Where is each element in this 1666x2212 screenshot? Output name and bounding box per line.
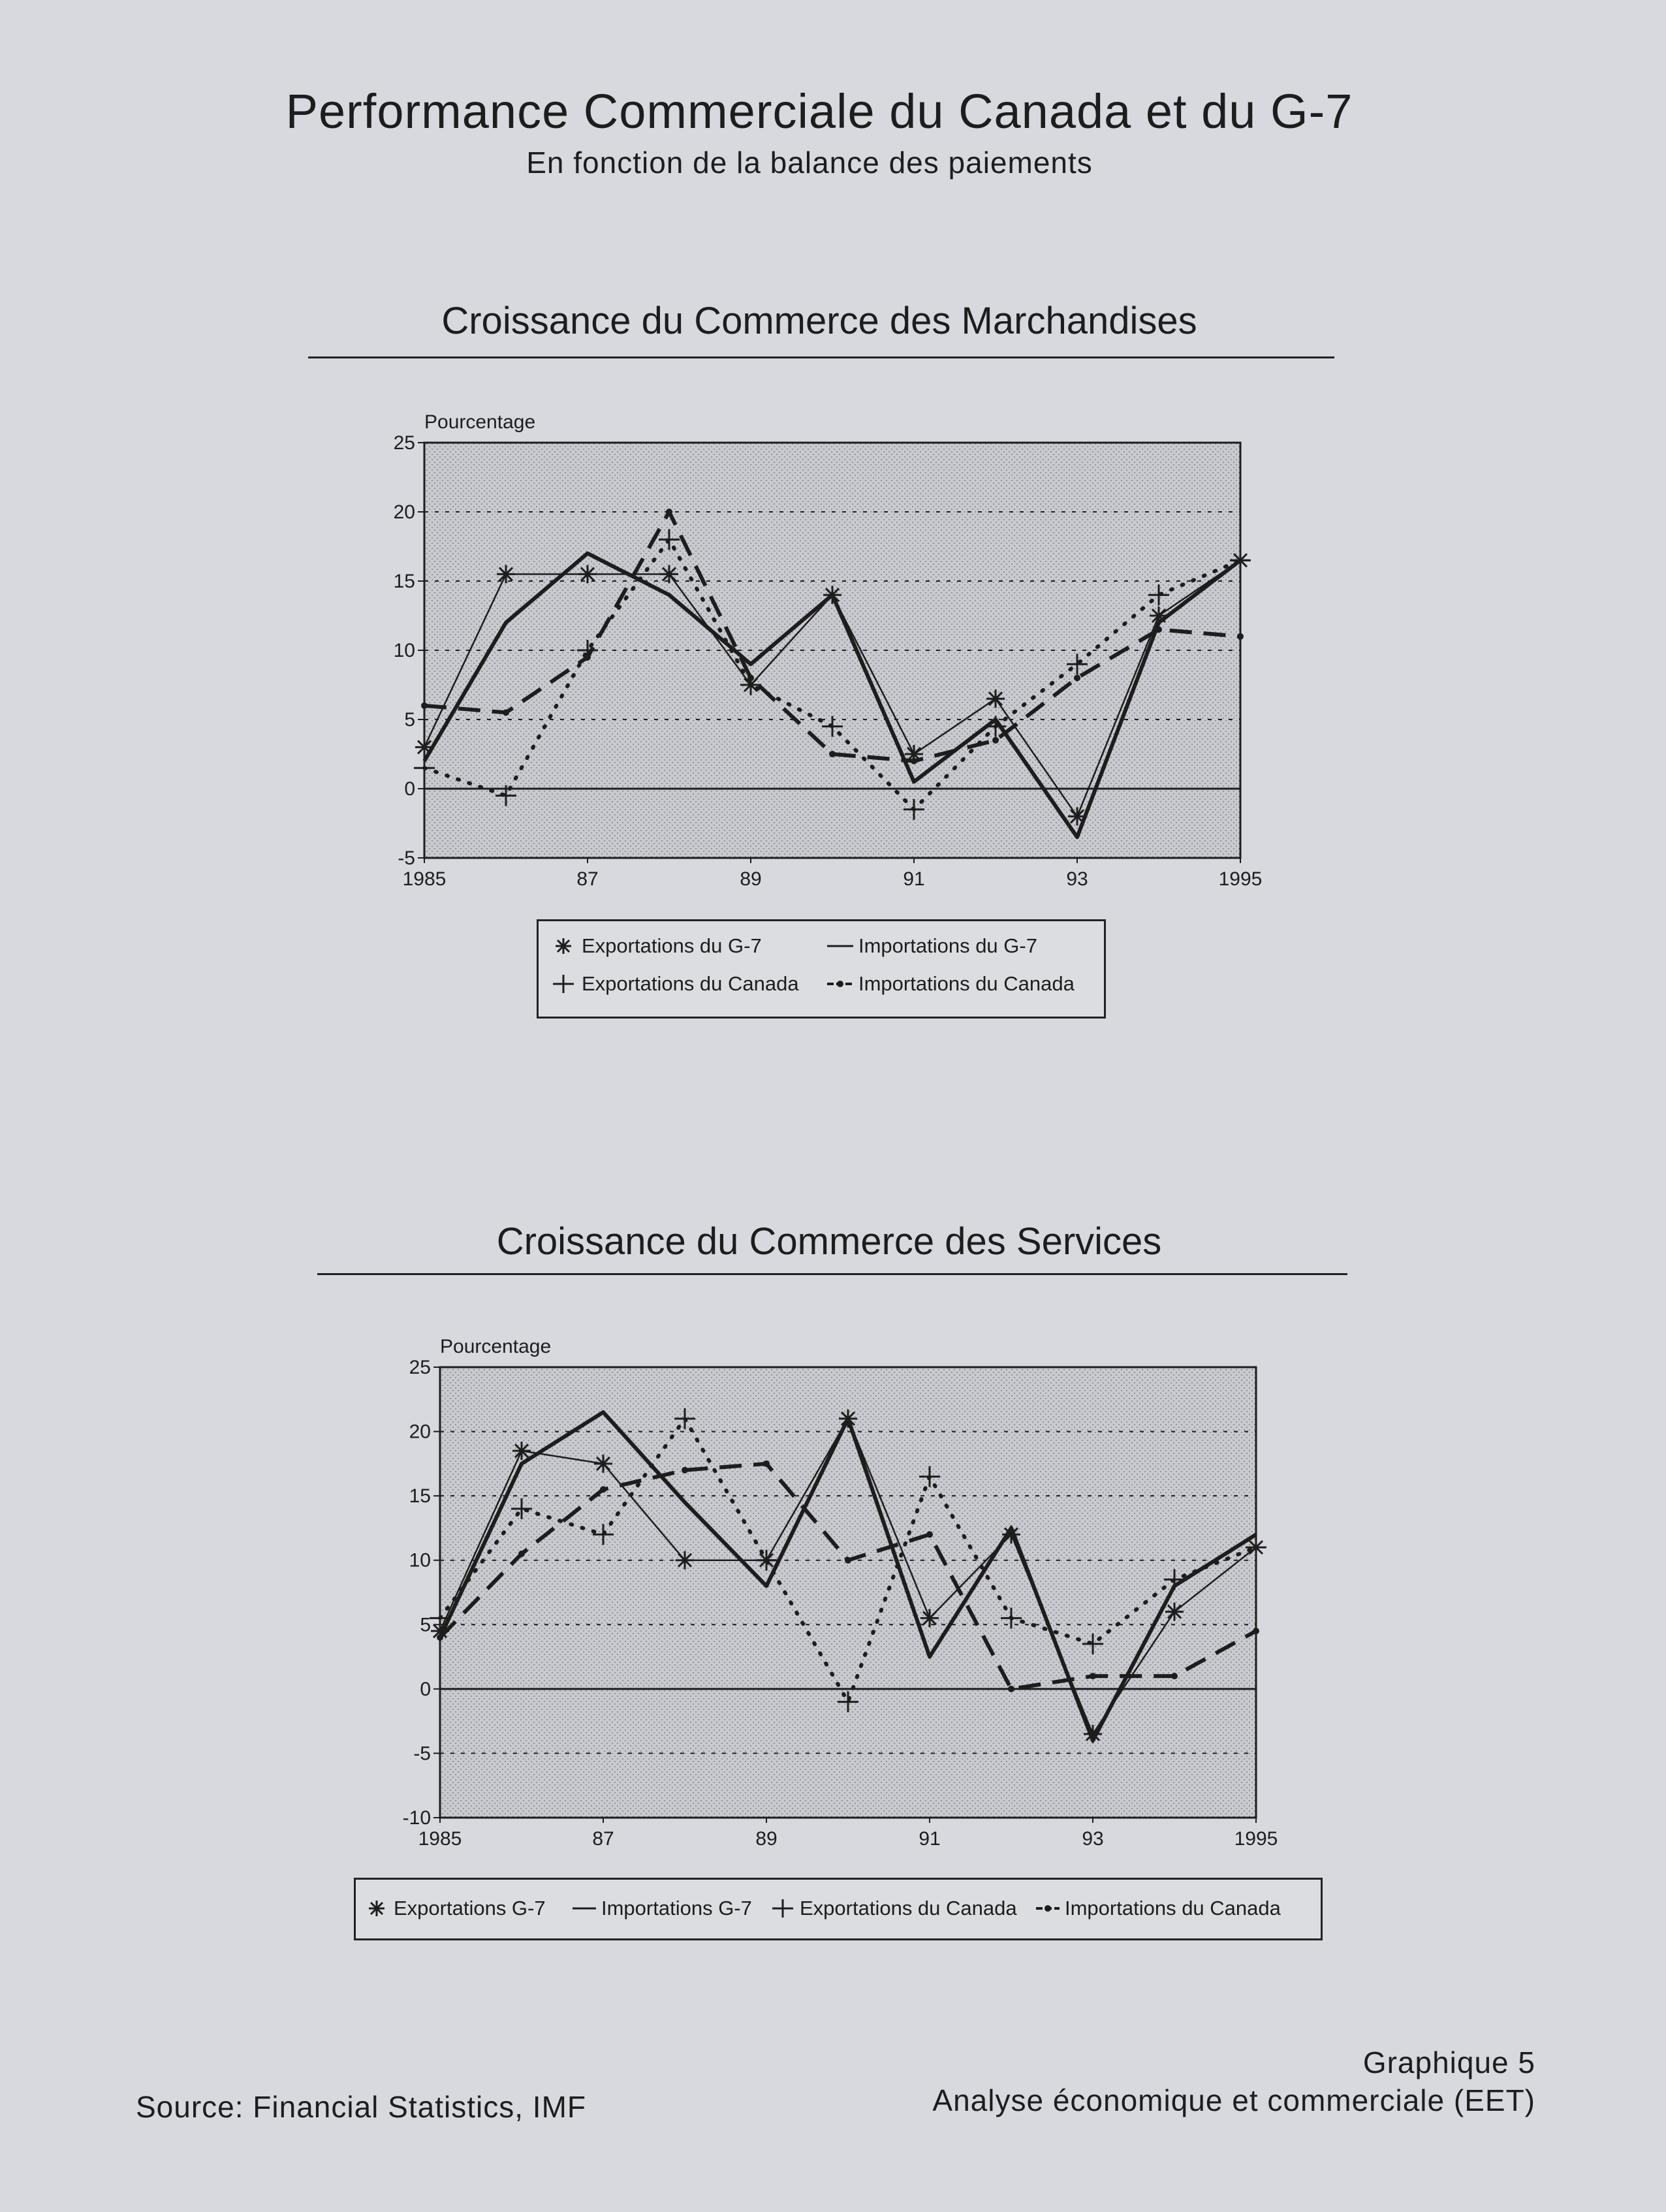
legend1-label-canada-exports: Exportations du Canada (582, 972, 799, 995)
legend2-label-g7-exports: Exportations G-7 (394, 1897, 546, 1920)
point-asterisk (497, 565, 515, 583)
point-dot (1074, 674, 1080, 681)
point-dot (1253, 1628, 1259, 1634)
y-tick-label: 10 (409, 1549, 431, 1572)
plus-marker-icon (770, 1897, 796, 1920)
y-tick-label: -10 (402, 1807, 431, 1829)
x-tick-label: 87 (576, 868, 599, 890)
point-dot (421, 703, 428, 709)
asterisk-marker-icon (364, 1897, 390, 1920)
legend2-item-canada-imports (1035, 1897, 1281, 1920)
solid-line-icon (571, 1897, 597, 1920)
point-dot (992, 737, 999, 744)
y-tick-label: -5 (398, 847, 415, 869)
y-tick-label: 0 (404, 778, 415, 800)
point-dot (845, 1557, 851, 1564)
x-tick-label: 89 (755, 1828, 778, 1850)
chart2-legend (354, 1878, 1323, 1940)
source-note: Source: Financial Statistics, IMF (136, 2090, 586, 2124)
point-dot (1008, 1686, 1014, 1692)
y-tick-label: 0 (420, 1678, 431, 1700)
legend1-label-g7-exports: Exportations du G-7 (582, 934, 762, 957)
y-tick-label: 5 (420, 1614, 431, 1636)
x-tick-label: 91 (919, 1828, 941, 1850)
y-tick-label: 5 (404, 709, 415, 731)
x-tick-label: 1985 (418, 1828, 462, 1850)
point-dot (763, 1461, 770, 1467)
x-tick-label: 89 (740, 868, 762, 890)
point-dot (926, 1531, 933, 1538)
legend1-label-canada-imports: Importations du Canada (858, 972, 1075, 995)
dashed-dot-line-icon (1035, 1897, 1061, 1920)
point-dot (437, 1634, 443, 1641)
point-asterisk (578, 565, 597, 583)
x-tick-label: 1995 (1234, 1828, 1278, 1850)
figure-label: Graphique 5 (1362, 2046, 1535, 2079)
y-tick-label: -5 (413, 1743, 431, 1765)
chart2-title-rule (317, 1273, 1347, 1275)
point-asterisk (512, 1442, 531, 1460)
legend2-item-g7-imports (571, 1897, 752, 1920)
point-dot (829, 751, 836, 757)
point-dot (1090, 1673, 1096, 1679)
point-dot (600, 1486, 606, 1493)
chart1-title-rule (308, 356, 1334, 358)
x-tick-label: 87 (592, 1828, 614, 1850)
x-tick-label: 93 (1082, 1828, 1104, 1850)
point-dot (1155, 626, 1162, 633)
point-asterisk (986, 689, 1005, 708)
point-dot (1171, 1673, 1178, 1679)
point-dot (747, 674, 754, 681)
point-asterisk (660, 565, 678, 583)
x-tick-label: 93 (1066, 868, 1088, 890)
legend2-label-canada-imports: Importations du Canada (1065, 1897, 1281, 1920)
point-dot (518, 1551, 525, 1557)
y-axis-label: Pourcentage (424, 411, 536, 433)
point-dot (666, 509, 672, 515)
x-tick-label: 91 (903, 868, 925, 890)
page-subtitle: En fonction de la balance des paiements (526, 146, 1093, 180)
point-asterisk (920, 1609, 939, 1627)
services-chart (366, 1319, 1306, 1854)
legend2-item-g7-exports (364, 1897, 546, 1920)
x-tick-label: 1985 (402, 868, 447, 890)
chart2-title: Croissance du Commerce des Services (496, 1220, 1162, 1263)
legend1-item-canada-imports (826, 972, 1075, 996)
page-title: Performance Commerciale du Canada et du G-7 (285, 84, 1353, 138)
y-axis-label: Pourcentage (440, 1336, 552, 1357)
dashed-dot-line-icon (826, 972, 855, 996)
chart1-title: Croissance du Commerce des Marchandises (441, 300, 1197, 342)
legend1-item-canada-exports (549, 972, 799, 996)
legend2-item-canada-exports (770, 1897, 1017, 1920)
department-label: Analyse économique et commerciale (EET) (932, 2083, 1535, 2117)
y-tick-label: 25 (409, 1357, 431, 1378)
point-dot (503, 709, 509, 716)
y-tick-label: 25 (393, 432, 415, 454)
figure-credit (932, 2044, 1535, 2119)
plus-marker-icon (549, 972, 578, 996)
y-tick-label: 15 (409, 1485, 431, 1508)
point-asterisk (676, 1551, 694, 1570)
y-tick-label: 20 (409, 1421, 431, 1443)
y-tick-label: 15 (393, 571, 415, 592)
plot-area (440, 1367, 1256, 1818)
legend2-label-canada-exports: Exportations du Canada (800, 1897, 1017, 1920)
legend1-item-g7-imports (826, 934, 1037, 958)
legend2-label-g7-imports: Importations G-7 (601, 1897, 752, 1920)
chart1-legend (537, 919, 1106, 1019)
legend1-label-g7-imports: Importations du G-7 (858, 934, 1037, 957)
asterisk-marker-icon (549, 934, 578, 958)
y-tick-label: 20 (393, 501, 415, 523)
point-asterisk (594, 1455, 612, 1473)
point-dot (584, 654, 591, 661)
point-dot (682, 1467, 688, 1474)
legend1-item-g7-exports (549, 934, 762, 958)
solid-line-icon (826, 934, 855, 958)
point-asterisk (1165, 1603, 1184, 1621)
y-tick-label: 10 (393, 640, 415, 661)
point-dot (1237, 633, 1244, 640)
x-tick-label: 1995 (1218, 868, 1263, 890)
merchandise-chart (366, 398, 1293, 901)
point-dot (911, 758, 917, 765)
